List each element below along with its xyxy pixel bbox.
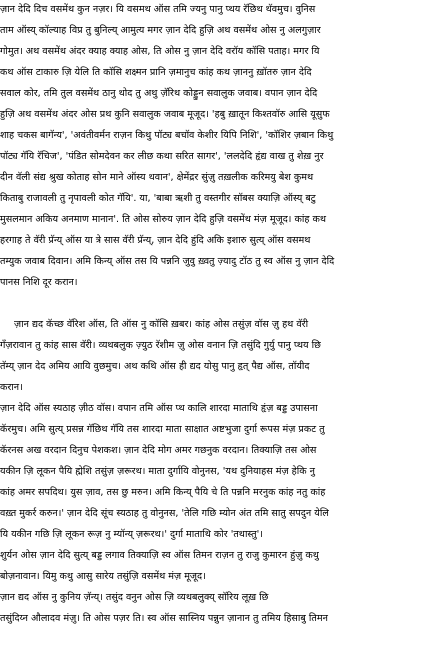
text-line: शुर्यन ओस ज़ान देदि सुत्य् बड्ड लगाव तिक्याज़ि स्व ऑस तिमन राज़न तु राजु कुमारन हुंज़ु कथु [0,550,319,561]
text-line: सवाल कोर, तमि तुल वसमेंथ ठानु थोद तु अथु ज़ॅरिथ कोड्डुन सवालुक जवाब। वपान ज़ान देदि [0,88,318,99]
text-line: यि यकीन गछि ज़ि लूकन रूज़ नु म्यॉन्य् ज़रूरथ।' दुर्गा माताथि कोर 'तथास्तु'। [0,529,263,540]
text-line: पानस निशि दूर करान। [0,277,78,288]
text-line: कॅरमुच। अमि सुत्य् प्रसन्न गॅछिथ गॅयि तस शारदा माता साक्षात अष्टभुजा दुर्गा रूपस मंज़ प्रकट तु [0,424,325,435]
text-line: ज़ान देदि ऑस स्यठाह ज़ीठ वॉस। वपान तमि ऑस प्थ कालि शारदा माताथि हृंज़ बड्ड उपासना [0,403,318,414]
text-line: हरगाह ते वॅरी प्रॅन्य् ऑस या त्रे सास वॅरी प्रॅन्य्, ज़ान देदि हुंदि अकि इशारु सुत्य् ऑस वसमथ [0,235,311,246]
text-line: गॅंज़रावान तु कांह सास वॅरी। व्यथबलुक ज़्युठ रॅशीम ज़ु ओस वनान ज़ि तसुंदि गुर्यु पानु प्थय छि [0,340,321,351]
text-line: हुज़ि अथ वसमेंथ अंदर ओस प्रथ कुनि सवालुक जवाब मूजूद। 'हबु ख़ातून किश्तवॉरु आसि यूसुफ [0,109,330,120]
text-line: ज़ान देदि दिच वसमेंथ कुन नज़र। यि वसमथ ऑस तमि ज्यनु पानु प्थय रॅछिथ थॅवमुच। वुनिस [0,4,316,15]
text-line [0,294,448,313]
text-line: किताबु राजावली तु नृपावली कोत गॅयि'. या, 'बाबा ऋशी तु वस्तगीर सॉबस क्याज़ि ऑस्य् बटु [0,193,316,204]
text-line: करान। [0,382,23,393]
text-line: मुसलमान अकिय अनमाण मानान'. ति ओस सोरुय ज़ान देदि हुज़ि वसमेंथ मंज़ मूजूद। कांह कथ [0,214,326,225]
text-line: ज़ान द्यद कॅच्छ वॅरिश ऑस, ति ऑस नु कॉसि ख़बर। कांह ओस तसुंज़ वॉस ज़ु हथ वॅरी [14,319,309,330]
text-line: गोमुत। अथ वसमेंथ अंदर क्याह क्याह ओस, ति ओस नु ज़ान देदि वरॉय कॉसि पताह। मगर यि [0,46,320,57]
text-line: दीन वॅली संद्य श्रुख कोताह सोन माने ऑस्य थवान', क्षेमेंद्रर सुंज़ु तख़लीक करिमयु बेश कुमथ [0,172,314,183]
text-line: तॅम्य् ज़ान देद अमिय आयि वुछमुच। अथ कथि ऑस ही द्यद योसु पानु हृत् पैद्य ऑस, तॉयीद [0,361,310,372]
text-line: पॉट्य गॅयि रॅचिज', 'पंडित सोमदेवन कर लीछ कथा सरित सागर', 'ललदेदि हृंद्य वाख तु शेख़ नुर [0,151,324,162]
text-line: कॅरनस अख वरदान दिनुच पेशकश। ज़ान देदि मोग अमर गछनुक वरदान। तिक्याज़ि तस ओस [0,445,317,456]
text-line: तम्युक जवाब दिवान। अमि किन्य् ऑस तस यि पन्ननि जुवु ख़्वतु ज़्यादु टॉठ तु स्व ऑस नु ज़ान देदि [0,256,335,267]
text-line: यकीन ज़ि लूकन पैयि ह्मेशि तसुंज़ ज़रूरथ। माता दुर्गायि वोनुनस, 'यथ दुनियाहस मंज़ हेकि नु [0,466,315,477]
text-line: तसुंदिय्न औलादव मंज़ु। ति ओस पज़र ति। स्व ऑस सास्निय पन्नुन ज़ानान तु तमिय हिसाबु तिमन [0,613,328,624]
text-line: शाह चकस बागॅन्य', 'अवंतीवर्मन राज़न किथु पॉट्य बचॉव केशीर यिपि निशि', 'कॉशिर ज़बान किथु [0,130,334,141]
text-line: बोज़नावान। यिमु कथु आसु सारेय तसुंज़ि वसमेंथ मंज़ मूजूद। [0,571,206,582]
text-line: ताम ऑस्य् कॉल्याह विप्र तु बुनिल्य् आमुत्य मगर ज़ान देदि हुज़ि अथ वसमेंथ ओस नु अलगुज़ार [0,25,321,36]
text-line: कांह अमर सपदिथ। युस ज़ाव, तस छु मरुन। अमि किन्य् पैयि चे ति पन्ननि मरनुक कांह नतु कांह [0,487,326,498]
text-line: ज़ान द्यद ऑस नु कुनिय ज़ॅन्य्। तसुंद वनुन ओस ज़ि व्यथबलुक्य् सॉरिय लूख़ छि [0,592,269,603]
text-line: कथ ऑस टाकारु ज़ि येलि ति कॉसि शक्ष्मन प्रानि ज़मानुच कांह कथ ज़ाननु ख़ॉतरु ज़ान देदि [0,67,312,78]
text-line: वख़्त मुकर्र करुन।' ज़ान देदि सूंच स्यठाह तु वोनुनस, 'तेलि गछि म्योन अंत तमि सातु सपदुन येलि [0,508,329,519]
